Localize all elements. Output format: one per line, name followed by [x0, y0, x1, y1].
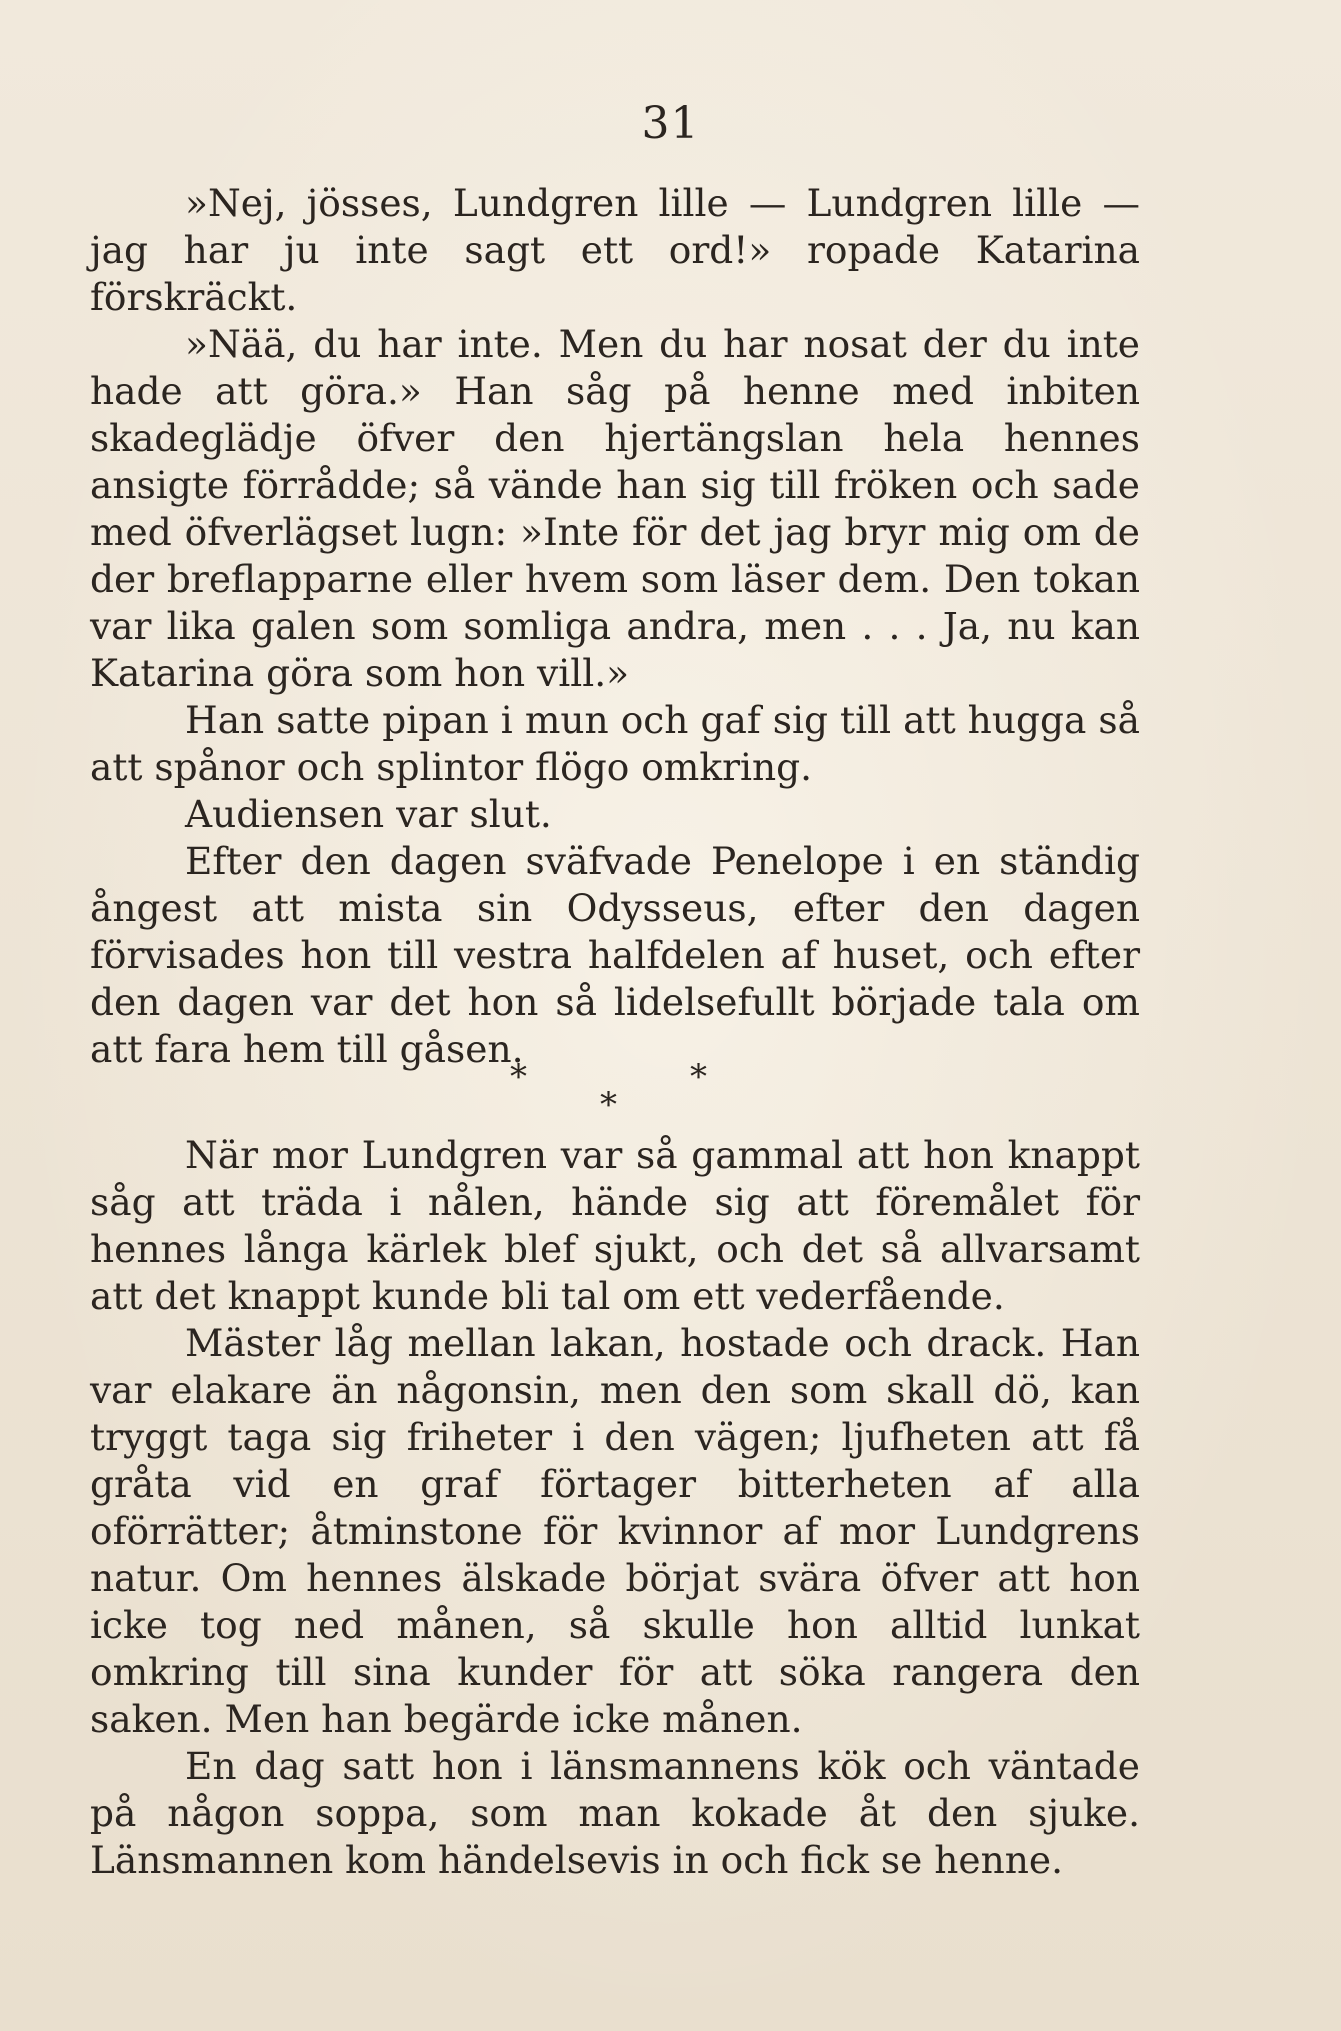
paragraph: Efter den dagen sväfvade Penelope i en ständig ångest att mista sin Odysseus, efter den dagen förvisades hon till vestra halfdelen af huset, och efter den dagen var det hon så lidelsefullt började tala om att fara hem till gåsen.	[90, 839, 1140, 1071]
asterisk-icon: *	[600, 1085, 617, 1125]
text-section-2	[90, 1132, 1140, 1884]
section-divider-asterisks	[0, 1052, 1341, 1125]
paragraph: »Nej, jösses, Lundgren lille — Lundgren lille — jag har ju inte sagt ett ord!» ropade Katarina förskräckt.	[90, 181, 1140, 319]
asterisk-icon: *	[510, 1057, 527, 1097]
paragraph: Audiensen var slut.	[185, 792, 552, 836]
paragraph: »Nää, du har inte. Men du har nosat der du inte hade att göra.» Han såg på henne med inbiten skadeglädje öfver den hjertängslan hela hennes ansigte förrådde; så vände han sig till fröken och sade med öfverlägset lugn: »Inte för det jag bryr mig om de der breflapparne eller hvem som läser dem. Den tokan var lika galen som somliga andra, men . . . Ja, nu kan Katarina göra som hon vill.»	[90, 322, 1140, 695]
paragraph: När mor Lundgren var så gammal att hon knappt såg att träda i nålen, hände sig att föremålet för hennes långa kärlek blef sjukt, och det så allvarsamt att det knappt kunde bli tal om ett vederfående.	[90, 1133, 1140, 1318]
paragraph: En dag satt hon i länsmannens kök och väntade på någon soppa, som man kokade åt den sjuke. Länsmannen kom händelsevis in och fick se henne.	[90, 1744, 1140, 1882]
paragraph: Mäster låg mellan lakan, hostade och drack. Han var elakare än någonsin, men den som skall dö, kan tryggt taga sig friheter i den vägen; ljufheten att få gråta vid en graf förtager bitterheten af alla oförrätter; åtminstone för kvinnor af mor Lundgrens natur. Om hennes älskade börjat svära öfver att hon icke tog ned månen, så skulle hon alltid lunkat omkring till sina kunder för att söka rangera den saken. Men han begärde icke månen.	[90, 1321, 1140, 1741]
asterisk-icon: *	[690, 1057, 707, 1097]
page-number: 31	[641, 98, 700, 149]
text-section-1	[90, 180, 1140, 1073]
paragraph: Han satte pipan i mun och gaf sig till att hugga så att spånor och splintor flögo omkring.	[90, 698, 1140, 789]
